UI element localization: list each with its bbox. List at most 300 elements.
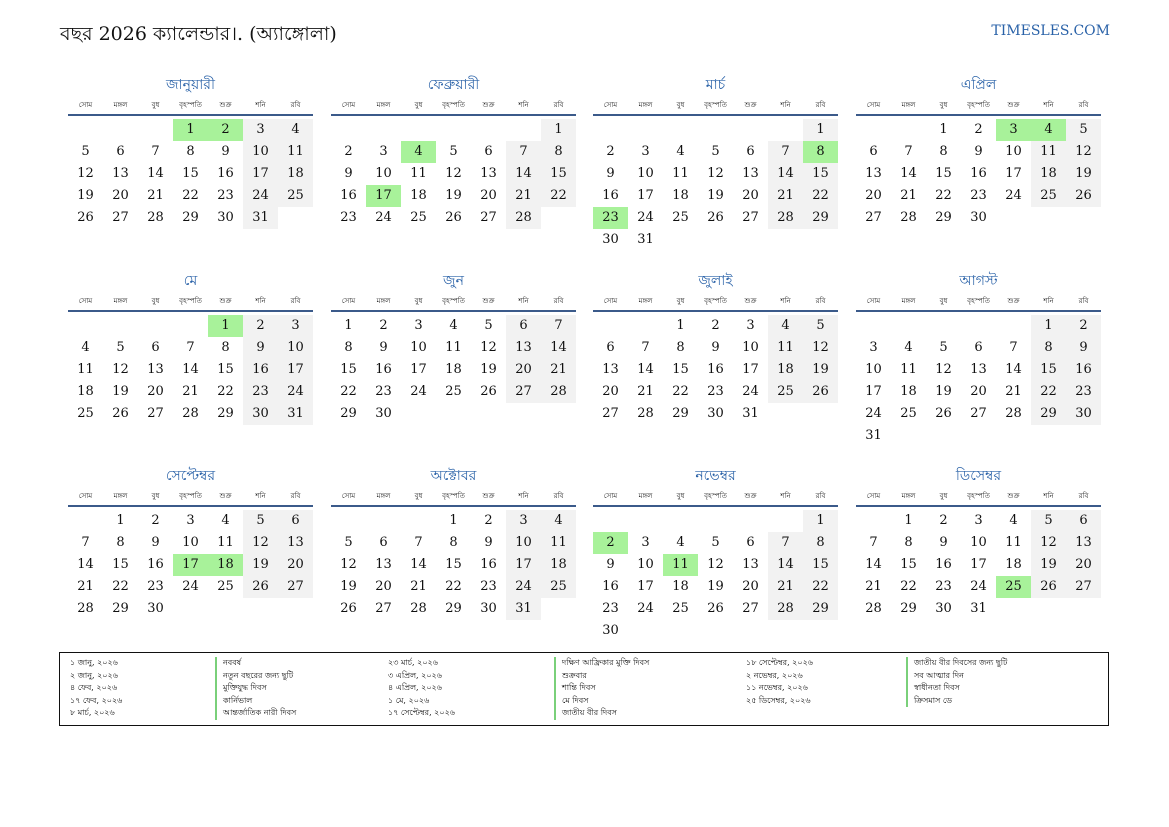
day-cell: 11: [410, 166, 427, 181]
day-cell: 24: [865, 406, 882, 421]
day-cell: 11: [900, 362, 917, 377]
day-cell: 29: [900, 601, 917, 616]
empty-cell: [856, 119, 891, 141]
day-cell: 28: [1005, 406, 1022, 421]
day-cell: 14: [506, 163, 541, 185]
day-cell: 27: [147, 406, 164, 421]
day-cell: 15: [182, 166, 199, 181]
day-cell: 8: [676, 340, 685, 355]
weekday-label: শনি: [518, 297, 529, 305]
day-cell: 26: [112, 406, 129, 421]
empty-cell: [663, 119, 698, 141]
day-cell: 2: [606, 144, 615, 159]
weekday-label: সোম: [603, 297, 618, 305]
empty-cell: [663, 510, 698, 532]
weekday-label: বৃহস্পতি: [442, 297, 465, 305]
day-cell: 12: [445, 166, 462, 181]
day-cell: 7: [768, 141, 803, 163]
day-cell: 15: [935, 166, 952, 181]
legend-name-col-2: [554, 657, 649, 720]
day-cell: 29: [112, 601, 129, 616]
weekday-label: শনি: [780, 492, 791, 500]
page-title: বছর 2026 ক্যালেন্ডার।. (অ্যাঙ্গোলা): [60, 23, 337, 45]
weekday-header: [856, 487, 1101, 507]
day-cell: 23: [340, 210, 357, 225]
day-cell: 16: [602, 579, 619, 594]
day-cell: 12: [112, 362, 129, 377]
legend-date: ২৫ ডিসেম্বর, ২০২৬: [746, 695, 811, 705]
weekday-label: বৃহস্পতি: [179, 492, 202, 500]
day-cell: 12: [480, 340, 497, 355]
day-cell: 30: [375, 406, 392, 421]
day-cell: 16: [1066, 359, 1101, 381]
weekday-header: [593, 292, 838, 312]
day-cell: 8: [904, 535, 913, 550]
day-cell: 26: [1031, 576, 1066, 598]
day-cell: 10: [1005, 144, 1022, 159]
day-cell: 24: [410, 384, 427, 399]
day-cell: 9: [243, 337, 278, 359]
weekday-label: বুধ: [151, 297, 160, 305]
empty-cell: [401, 119, 436, 141]
day-cell: 26: [445, 210, 462, 225]
day-cell: 23: [970, 188, 987, 203]
day-cell: 11: [217, 535, 234, 550]
day-cell: 27: [1066, 576, 1101, 598]
day-cell: 20: [602, 384, 619, 399]
day-cell: 16: [217, 166, 234, 181]
weekday-label: রবি: [1078, 297, 1089, 305]
day-cell: 15: [541, 163, 576, 185]
day-cell: 11: [1005, 535, 1022, 550]
day-cell: 21: [1005, 384, 1022, 399]
legend-date-col-1: [70, 657, 122, 720]
day-cell: 28: [768, 207, 803, 229]
day-cell: 20: [147, 384, 164, 399]
day-cell: 11: [672, 166, 689, 181]
day-cell: 22: [112, 579, 129, 594]
weekday-label: বুধ: [939, 101, 948, 109]
day-cell: 24: [243, 185, 278, 207]
day-cell: 31: [970, 601, 987, 616]
day-cell: 6: [278, 510, 313, 532]
day-cell: 18: [672, 188, 689, 203]
weekday-label: সোম: [866, 101, 881, 109]
empty-cell: [698, 119, 733, 141]
day-cell: 27: [742, 601, 759, 616]
day-cell: 19: [445, 188, 462, 203]
day-cell: 26: [1066, 185, 1101, 207]
day-cell: 13: [602, 362, 619, 377]
weekday-label: বুধ: [151, 492, 160, 500]
weekday-label: মঙ্গল: [113, 101, 128, 109]
weekday-label: শনি: [255, 101, 266, 109]
day-grid: [593, 315, 838, 425]
empty-cell: [698, 510, 733, 532]
day-cell: 2: [939, 513, 948, 528]
weekday-label: শনি: [1043, 101, 1054, 109]
day-cell: 22: [900, 579, 917, 594]
day-cell: 19: [112, 384, 129, 399]
month-name: জুলাই: [698, 273, 733, 289]
holiday-day: 3: [996, 119, 1031, 141]
weekday-label: শনি: [255, 492, 266, 500]
holiday-day: 11: [663, 554, 698, 576]
day-cell: 8: [186, 144, 195, 159]
day-cell: 4: [81, 340, 90, 355]
legend-date: ১ মে, ২০২৬: [388, 695, 430, 705]
day-grid: [856, 119, 1101, 229]
day-grid: [856, 315, 1101, 447]
day-cell: 23: [480, 579, 497, 594]
weekday-label: বৃহস্পতি: [442, 492, 465, 500]
day-cell: 26: [77, 210, 94, 225]
month-name: এপ্রিল: [960, 77, 997, 93]
weekday-label: শুক্র: [482, 101, 495, 109]
day-cell: 20: [1066, 554, 1101, 576]
empty-cell: [593, 119, 628, 141]
day-cell: 8: [449, 535, 458, 550]
day-cell: 24: [506, 576, 541, 598]
day-cell: 30: [707, 406, 724, 421]
day-cell: 27: [506, 381, 541, 403]
day-cell: 31: [742, 406, 759, 421]
month-name: আগস্ট: [959, 273, 998, 289]
day-cell: 16: [243, 359, 278, 381]
day-cell: 7: [904, 144, 913, 159]
day-cell: 1: [344, 318, 353, 333]
day-cell: 14: [77, 557, 94, 572]
day-cell: 19: [243, 554, 278, 576]
empty-cell: [891, 119, 926, 141]
month-name: ফেব্রুয়ারী: [427, 77, 480, 93]
legend-date: ৩ এপ্রিল, ২০২৬: [388, 670, 442, 680]
empty-cell: [628, 510, 663, 532]
weekday-label: মঙ্গল: [901, 297, 916, 305]
day-cell: 9: [974, 144, 983, 159]
weekday-label: মঙ্গল: [901, 492, 916, 500]
day-cell: 12: [707, 557, 724, 572]
day-cell: 20: [375, 579, 392, 594]
day-cell: 30: [217, 210, 234, 225]
day-cell: 8: [541, 141, 576, 163]
day-cell: 3: [506, 510, 541, 532]
holiday-day: 8: [803, 141, 838, 163]
weekday-label: শনি: [780, 101, 791, 109]
month-name: অক্টোবর: [430, 468, 477, 484]
day-cell: 15: [803, 554, 838, 576]
weekday-label: রবি: [553, 492, 564, 500]
weekday-label: মঙ্গল: [638, 297, 653, 305]
day-cell: 10: [506, 532, 541, 554]
weekday-label: শুক্র: [219, 492, 232, 500]
day-cell: 4: [676, 535, 685, 550]
day-cell: 8: [803, 532, 838, 554]
empty-cell: [366, 119, 401, 141]
day-cell: 2: [344, 144, 353, 159]
day-cell: 17: [637, 579, 654, 594]
day-cell: 21: [637, 384, 654, 399]
day-cell: 4: [768, 315, 803, 337]
weekday-label: শুক্র: [219, 101, 232, 109]
day-cell: 20: [742, 188, 759, 203]
holiday-day: 23: [593, 207, 628, 229]
day-cell: 21: [541, 359, 576, 381]
day-cell: 24: [742, 384, 759, 399]
day-cell: 10: [410, 340, 427, 355]
day-cell: 19: [803, 359, 838, 381]
day-cell: 30: [147, 601, 164, 616]
day-cell: 22: [935, 188, 952, 203]
day-cell: 3: [869, 340, 878, 355]
weekday-label: বুধ: [676, 297, 685, 305]
day-cell: 16: [970, 166, 987, 181]
day-cell: 2: [243, 315, 278, 337]
legend-holiday-name: কার্নিভাল: [215, 695, 296, 708]
month-8: [856, 266, 1101, 447]
holiday-day: 1: [208, 315, 243, 337]
legend-date: ৪ এপ্রিল, ২০২৬: [388, 683, 442, 693]
legend-holiday-name: জাতীয় বীর দিবসের জন্য ছুটি: [906, 657, 1007, 670]
month-name: ডিসেম্বর: [955, 468, 1002, 484]
legend-holiday-name: নতুন বছরের জন্য ছুটি: [215, 670, 296, 683]
day-grid: [593, 510, 838, 642]
empty-cell: [961, 315, 996, 337]
legend-date: ২৩ মার্চ, ২০২৬: [388, 658, 438, 667]
day-cell: 3: [641, 535, 650, 550]
day-cell: 10: [375, 166, 392, 181]
month-10: [331, 461, 576, 620]
day-cell: 30: [935, 601, 952, 616]
day-cell: 30: [1066, 403, 1101, 425]
day-cell: 17: [637, 188, 654, 203]
day-cell: 18: [672, 579, 689, 594]
day-cell: 7: [541, 315, 576, 337]
weekday-label: সোম: [866, 492, 881, 500]
empty-cell: [996, 315, 1031, 337]
weekday-label: শুক্র: [482, 492, 495, 500]
empty-cell: [593, 315, 628, 337]
day-cell: 20: [112, 188, 129, 203]
day-cell: 16: [375, 362, 392, 377]
day-cell: 12: [243, 532, 278, 554]
weekday-label: রবি: [290, 297, 301, 305]
weekday-label: শুক্র: [1007, 297, 1020, 305]
day-cell: 11: [768, 337, 803, 359]
day-cell: 24: [970, 579, 987, 594]
day-cell: 31: [278, 403, 313, 425]
holiday-day: 2: [208, 119, 243, 141]
day-cell: 28: [182, 406, 199, 421]
day-cell: 29: [1031, 403, 1066, 425]
day-cell: 1: [939, 122, 948, 137]
day-cell: 13: [742, 557, 759, 572]
month-12: [856, 461, 1101, 620]
day-cell: 20: [480, 188, 497, 203]
brand-link[interactable]: TIMESLES.COM: [991, 23, 1110, 39]
day-cell: 29: [445, 601, 462, 616]
weekday-label: শনি: [255, 297, 266, 305]
day-cell: 25: [445, 384, 462, 399]
legend-date: ২ নভেম্বর, ২০২৬: [746, 670, 803, 680]
day-cell: 7: [1009, 340, 1018, 355]
weekday-label: শনি: [780, 297, 791, 305]
day-cell: 19: [935, 384, 952, 399]
day-grid: [68, 315, 313, 425]
day-cell: 29: [803, 598, 838, 620]
day-cell: 29: [935, 210, 952, 225]
weekday-label: বুধ: [676, 101, 685, 109]
weekday-label: বুধ: [151, 101, 160, 109]
holiday-legend: [59, 652, 1109, 726]
weekday-header: [593, 96, 838, 116]
holiday-day: 25: [996, 576, 1031, 598]
day-cell: 28: [768, 598, 803, 620]
empty-cell: [366, 510, 401, 532]
legend-holiday-name: আন্তর্জাতিক নারী দিবস: [215, 707, 296, 720]
day-cell: 28: [865, 601, 882, 616]
day-cell: 21: [410, 579, 427, 594]
day-cell: 18: [768, 359, 803, 381]
day-cell: 5: [243, 510, 278, 532]
day-cell: 4: [278, 119, 313, 141]
month-name: নভেম্বর: [695, 468, 736, 484]
day-cell: 8: [221, 340, 230, 355]
day-cell: 24: [637, 210, 654, 225]
day-cell: 14: [900, 166, 917, 181]
month-11: [593, 461, 838, 642]
day-cell: 12: [935, 362, 952, 377]
day-cell: 18: [278, 163, 313, 185]
day-cell: 3: [186, 513, 195, 528]
day-cell: 1: [541, 119, 576, 141]
empty-cell: [68, 315, 103, 337]
legend-date: ১১ নভেম্বর, ২০২৬: [746, 683, 808, 693]
day-cell: 19: [77, 188, 94, 203]
day-cell: 24: [278, 381, 313, 403]
day-cell: 27: [112, 210, 129, 225]
day-cell: 4: [541, 510, 576, 532]
day-cell: 5: [1031, 510, 1066, 532]
day-cell: 20: [278, 554, 313, 576]
day-cell: 15: [1031, 359, 1066, 381]
day-grid: [331, 119, 576, 229]
day-cell: 12: [340, 557, 357, 572]
month-2: [331, 70, 576, 229]
day-cell: 19: [1031, 554, 1066, 576]
day-cell: 16: [707, 362, 724, 377]
day-cell: 13: [480, 166, 497, 181]
weekday-label: মঙ্গল: [376, 297, 391, 305]
day-cell: 29: [217, 406, 234, 421]
day-cell: 20: [742, 579, 759, 594]
day-cell: 21: [182, 384, 199, 399]
day-cell: 12: [707, 166, 724, 181]
weekday-label: বৃহস্পতি: [442, 101, 465, 109]
day-cell: 9: [606, 166, 615, 181]
weekday-label: রবি: [815, 492, 826, 500]
day-cell: 31: [243, 207, 278, 229]
weekday-label: সোম: [341, 297, 356, 305]
day-cell: 31: [506, 598, 541, 620]
day-cell: 19: [480, 362, 497, 377]
legend-date: ৮ মার্চ, ২০২৬: [70, 708, 115, 718]
day-cell: 18: [1005, 557, 1022, 572]
day-cell: 19: [707, 188, 724, 203]
day-cell: 17: [243, 163, 278, 185]
day-cell: 27: [865, 210, 882, 225]
weekday-label: রবি: [1078, 101, 1089, 109]
day-cell: 5: [344, 535, 353, 550]
weekday-header: [68, 487, 313, 507]
day-cell: 31: [865, 428, 882, 443]
weekday-label: মঙ্গল: [638, 101, 653, 109]
day-cell: 13: [278, 532, 313, 554]
day-cell: 14: [541, 337, 576, 359]
day-cell: 30: [480, 601, 497, 616]
day-cell: 30: [602, 623, 619, 638]
day-cell: 22: [803, 576, 838, 598]
day-cell: 18: [900, 384, 917, 399]
day-cell: 21: [77, 579, 94, 594]
day-cell: 6: [379, 535, 388, 550]
day-cell: 19: [340, 579, 357, 594]
day-cell: 15: [900, 557, 917, 572]
weekday-label: রবি: [815, 297, 826, 305]
day-cell: 6: [116, 144, 125, 159]
day-cell: 16: [602, 188, 619, 203]
month-6: [331, 266, 576, 425]
month-5: [68, 266, 313, 425]
weekday-header: [856, 292, 1101, 312]
weekday-label: মঙ্গল: [376, 101, 391, 109]
day-cell: 28: [900, 210, 917, 225]
weekday-label: শুক্র: [1007, 101, 1020, 109]
empty-cell: [891, 315, 926, 337]
month-7: [593, 266, 838, 425]
day-cell: 11: [445, 340, 462, 355]
day-cell: 6: [869, 144, 878, 159]
day-cell: 12: [1066, 141, 1101, 163]
empty-cell: [628, 315, 663, 337]
day-cell: 10: [243, 141, 278, 163]
day-cell: 17: [506, 554, 541, 576]
day-cell: 9: [379, 340, 388, 355]
day-cell: 4: [221, 513, 230, 528]
day-cell: 3: [278, 315, 313, 337]
holiday-day: 4: [401, 141, 436, 163]
weekday-label: বৃহস্পতি: [967, 297, 990, 305]
day-cell: 22: [217, 384, 234, 399]
day-cell: 14: [182, 362, 199, 377]
day-cell: 5: [81, 144, 90, 159]
day-cell: 20: [970, 384, 987, 399]
month-name: জুন: [443, 273, 464, 289]
empty-cell: [331, 510, 366, 532]
day-cell: 15: [803, 163, 838, 185]
day-grid: [68, 510, 313, 620]
day-cell: 21: [900, 188, 917, 203]
day-cell: 7: [414, 535, 423, 550]
day-cell: 20: [506, 359, 541, 381]
day-cell: 21: [506, 185, 541, 207]
empty-cell: [68, 119, 103, 141]
day-cell: 27: [278, 576, 313, 598]
weekday-label: বৃহস্পতি: [704, 492, 727, 500]
day-cell: 25: [672, 210, 689, 225]
day-cell: 6: [484, 144, 493, 159]
weekday-label: সোম: [866, 297, 881, 305]
